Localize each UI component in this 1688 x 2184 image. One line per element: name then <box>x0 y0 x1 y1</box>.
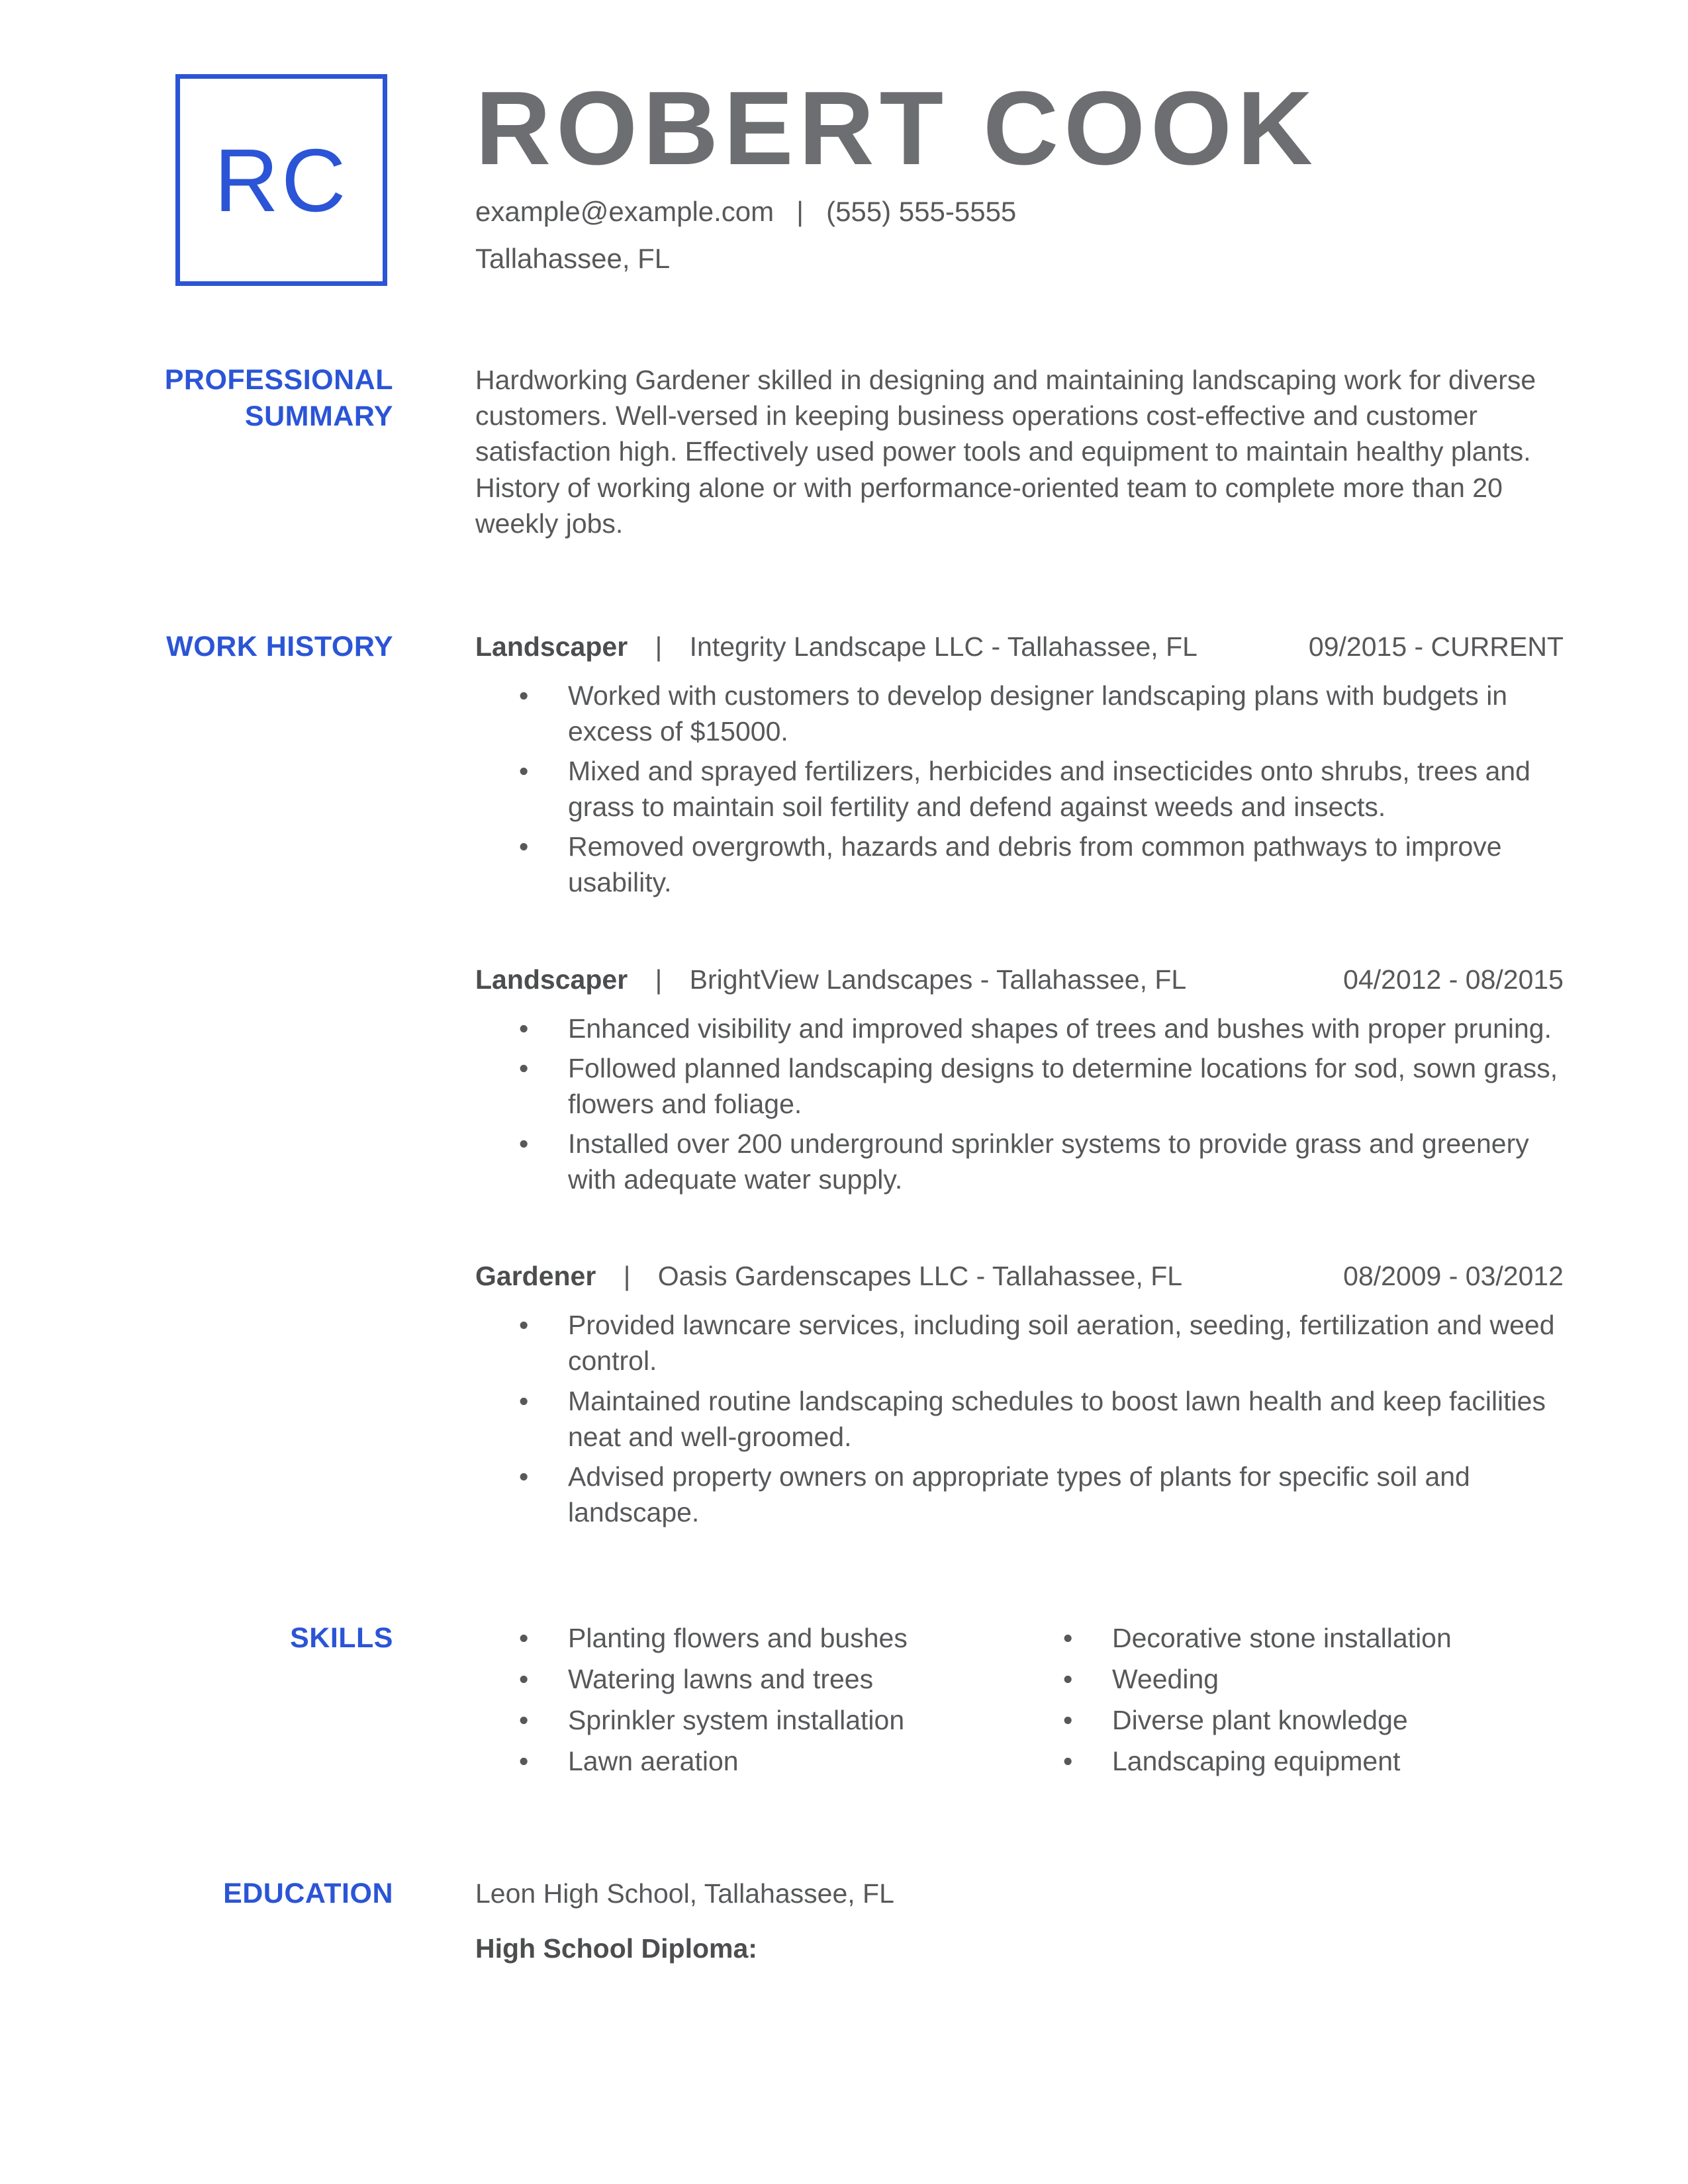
job-header <box>475 962 1564 997</box>
summary-text: Hardworking Gardener skilled in designing and maintaining landscaping work for diverse customers. Well-versed in keeping business operations cost-effective and customer satisfaction high. Effectively used power tools and equipment to maintain healthy plants. History of working alone or with performance-oriented team to complete more than 20 weekly jobs. <box>475 365 1536 539</box>
section-work-history <box>0 629 1688 1534</box>
education-content <box>475 1876 1564 1966</box>
skills-column-left <box>475 1620 1019 1784</box>
job-dates: 08/2009 - 03/2012 <box>1343 1261 1564 1292</box>
job-company: Integrity Landscape LLC - Tallahassee, FL <box>689 631 1197 662</box>
skill-item: • Diverse plant knowledge <box>1063 1702 1564 1738</box>
candidate-name: ROBERT COOK <box>475 70 1318 187</box>
skills-content <box>475 1620 1564 1784</box>
bullet-item: • Installed over 200 underground sprinkler systems to provide grass and greenery with adequate water supply. <box>519 1126 1564 1197</box>
skill-item: • Decorative stone installation <box>1063 1620 1564 1656</box>
bullet-item: • Advised property owners on appropriate types of plants for specific soil and landscape. <box>519 1459 1564 1530</box>
section-label-summary: PROFESSIONAL SUMMARY <box>164 364 393 433</box>
bullet-item: • Mixed and sprayed fertilizers, herbicides and insecticides onto shrubs, trees and grass to maintain soil fertility and defend against weeds and insects. <box>519 753 1564 825</box>
job-entry <box>475 1258 1564 1530</box>
job-bullet-list <box>475 678 1564 901</box>
job-title: Landscaper <box>475 631 628 662</box>
section-label-education: EDUCATION <box>223 1878 393 1910</box>
email-text: example@example.com <box>475 195 774 227</box>
section-label-skills: SKILLS <box>290 1622 393 1654</box>
job-separator: | <box>655 964 663 995</box>
job-entry <box>475 962 1564 1198</box>
skill-item: • Lawn aeration <box>519 1743 1019 1779</box>
bullet-item: • Maintained routine landscaping schedules to boost lawn health and keep facilities neat and well-groomed. <box>519 1383 1564 1455</box>
job-bullet-list <box>475 1011 1564 1198</box>
job-separator: | <box>623 1261 631 1292</box>
bullet-item: • Removed overgrowth, hazards and debris from common pathways to improve usability. <box>519 829 1564 900</box>
skill-item: • Sprinkler system installation <box>519 1702 1019 1738</box>
bullet-item: • Worked with customers to develop designer landscaping plans with budgets in excess of $15000. <box>519 678 1564 749</box>
job-separator: | <box>655 631 663 662</box>
contact-line <box>475 193 1564 231</box>
monogram-initials: RC <box>214 130 349 230</box>
section-education <box>0 1876 1688 1966</box>
skills-column-right <box>1019 1620 1564 1784</box>
skill-item: • Planting flowers and bushes <box>519 1620 1019 1656</box>
job-dates: 04/2012 - 08/2015 <box>1343 964 1564 995</box>
header <box>0 0 1688 277</box>
job-entry <box>475 629 1564 901</box>
job-bullet-list <box>475 1307 1564 1530</box>
bullet-item: • Enhanced visibility and improved shapes of trees and bushes with proper pruning. <box>519 1011 1564 1046</box>
location-text: Tallahassee, FL <box>475 242 671 274</box>
section-professional-summary <box>0 362 1688 541</box>
bullet-item: • Provided lawncare services, including soil aeration, seeding, fertilization and weed control. <box>519 1307 1564 1379</box>
education-degree: High School Diploma: <box>475 1933 757 1964</box>
job-header <box>475 1258 1564 1294</box>
job-company: Oasis Gardenscapes LLC - Tallahassee, FL <box>657 1261 1183 1292</box>
work-history-content <box>475 629 1564 1534</box>
skill-item: • Weeding <box>1063 1661 1564 1697</box>
education-school: Leon High School, Tallahassee, FL <box>475 1878 894 1909</box>
header-main <box>475 70 1688 277</box>
bullet-item: • Followed planned landscaping designs to determine locations for sod, sown grass, flowers and foliage. <box>519 1050 1564 1122</box>
phone-text: (555) 555-5555 <box>826 195 1017 227</box>
job-header <box>475 629 1564 664</box>
job-title: Gardener <box>475 1261 596 1292</box>
monogram-box <box>175 74 387 286</box>
skill-item: • Landscaping equipment <box>1063 1743 1564 1779</box>
skill-item: • Watering lawns and trees <box>519 1661 1019 1697</box>
job-title: Landscaper <box>475 964 628 995</box>
job-dates: 09/2015 - CURRENT <box>1308 631 1564 662</box>
section-skills <box>0 1620 1688 1784</box>
job-company: BrightView Landscapes - Tallahassee, FL <box>689 964 1187 995</box>
section-label-work: WORK HISTORY <box>166 630 393 662</box>
contact-separator: | <box>796 195 804 227</box>
